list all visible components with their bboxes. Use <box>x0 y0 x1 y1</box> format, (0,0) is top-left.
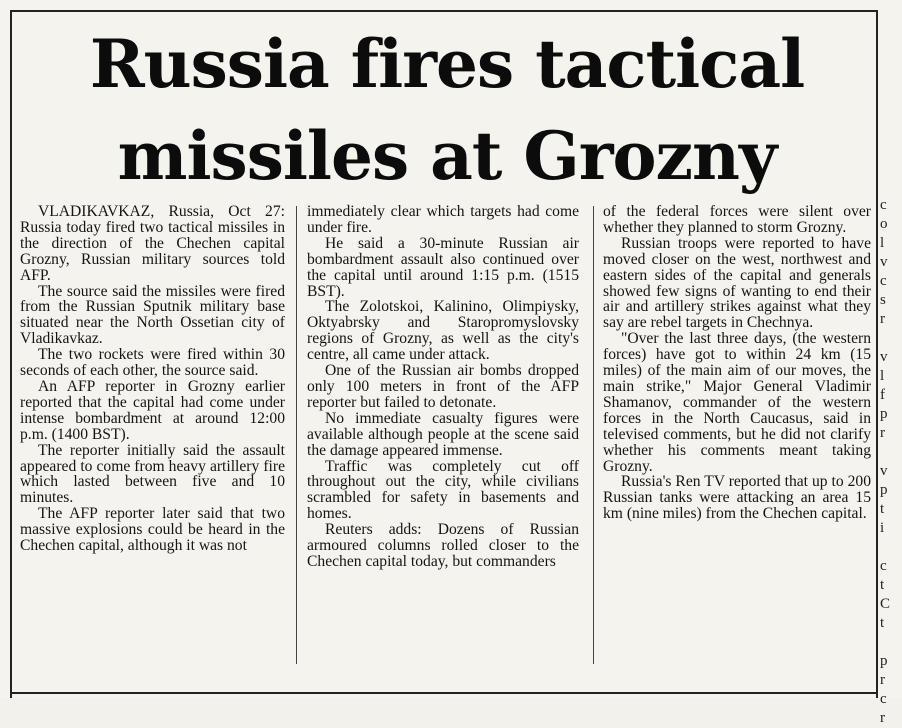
edge-letter: o <box>880 216 888 232</box>
headline: Russia fires tactical missiles at Grozny <box>89 25 805 195</box>
edge-letter <box>880 329 900 348</box>
edge-letter: t <box>880 577 885 593</box>
edge-letter: l <box>880 235 885 251</box>
article-column-2 <box>307 204 579 570</box>
paragraph: The reporter initially said the assault appeared to come from heavy artillery fire which lasted between five and 10 minutes. <box>20 441 285 507</box>
edge-letter: v <box>880 463 888 479</box>
edge-letter: r <box>880 425 885 441</box>
paragraph: The source said the missiles were fired from the Russian Sputnik military base situated near the North Ossetian city of Vladikavkaz. <box>20 282 285 348</box>
paragraph: No immediate casualty figures were available although people at the scene said the damage appeared immense. <box>307 409 579 459</box>
paragraph: The two rockets were fired within 30 seconds of each other, the source said. <box>20 346 285 380</box>
edge-letter: t <box>880 615 885 631</box>
edge-letter: s <box>880 292 886 308</box>
paragraph: He said a 30-minute Russian air bombardment assault also continued over the capital until around 1:15 p.m. (1515 BST). <box>307 234 579 300</box>
edge-letter <box>880 443 900 462</box>
edge-letter: v <box>880 349 888 365</box>
edge-letter: c <box>880 197 887 213</box>
paragraph: Russian troops were reported to have moved closer on the west, northwest and eastern sides of the capital and generals showed few signs of wanting to end their air and artillery strikes against what they say are rebel targets in Chechnya. <box>603 234 871 332</box>
edge-letter: p <box>880 482 888 498</box>
paragraph: immediately clear which targets had come under fire. <box>307 203 579 236</box>
edge-letter: i <box>880 520 885 536</box>
edge-letter: c <box>880 691 887 707</box>
column-divider <box>593 206 594 664</box>
paragraph: Russia's Ren TV reported that up to 200 Russian tanks were attacking an area 15 km (nine miles) from the Chechen capital. <box>603 473 871 523</box>
frame-bottom-rule <box>10 692 878 694</box>
paragraph: An AFP reporter in Grozny earlier reported that the capital had come under intense bombardment at around 12:00 p.m. (1400 BST). <box>20 377 285 443</box>
paragraph: Traffic was completely cut off throughout out the city, while civilians scrambled for safety in basements and homes. <box>307 457 579 523</box>
paragraph: "Over the last three days, (the western forces) have got to within 24 km (15 miles) of the main aim of our moves, the main strike," Major General Vladimir Shamanov, commander of the western forces in the North Caucasus, said in televised comments, but he did not clarify whether his comments meant taking Grozny. <box>603 330 871 475</box>
column-divider <box>296 206 297 664</box>
edge-letter: l <box>880 368 885 384</box>
edge-letter: r <box>880 311 885 327</box>
frame-right-rule <box>876 10 878 698</box>
frame-top-rule <box>10 10 878 12</box>
article-column-1 <box>20 204 285 554</box>
paragraph: The Zolotskoi, Kalinino, Olimpiysky, Oktyabrsky and Staropromyslovsky regions of Grozny, as well as the city's centre, all came under attack. <box>307 298 579 364</box>
paragraph: Reuters adds: Dozens of Russian armoured columns rolled closer to the Chechen capital today, but commanders <box>307 521 579 570</box>
edge-letter: r <box>880 710 885 726</box>
paragraph: One of the Russian air bombs dropped only 100 meters in front of the AFP reporter but failed to detonate. <box>307 362 579 411</box>
edge-letter <box>880 538 900 557</box>
edge-letter: c <box>880 558 887 574</box>
edge-letter <box>880 633 900 652</box>
edge-letter: p <box>880 406 888 422</box>
paragraph: of the federal forces were silent over whether they planned to storm Grozny. <box>603 203 871 236</box>
edge-letter: r <box>880 672 885 688</box>
paragraph: The AFP reporter later said that two massive explosions could be heard in the Chechen capital, although it was not <box>20 505 285 555</box>
edge-letter: f <box>880 387 885 403</box>
paragraph: VLADIKAVKAZ, Russia, Oct 27: Russia today fired two tactical missiles in the direction of the Chechen capital Grozny, Russian military sources told AFP. <box>20 203 285 284</box>
edge-letter: t <box>880 501 885 517</box>
edge-letter: v <box>880 254 888 270</box>
edge-letter: C <box>880 596 891 612</box>
adjacent-article-edge <box>880 196 900 726</box>
edge-letter: p <box>880 653 888 669</box>
edge-letter: c <box>880 273 887 289</box>
article-column-3 <box>603 204 871 522</box>
frame-left-rule <box>10 10 12 698</box>
